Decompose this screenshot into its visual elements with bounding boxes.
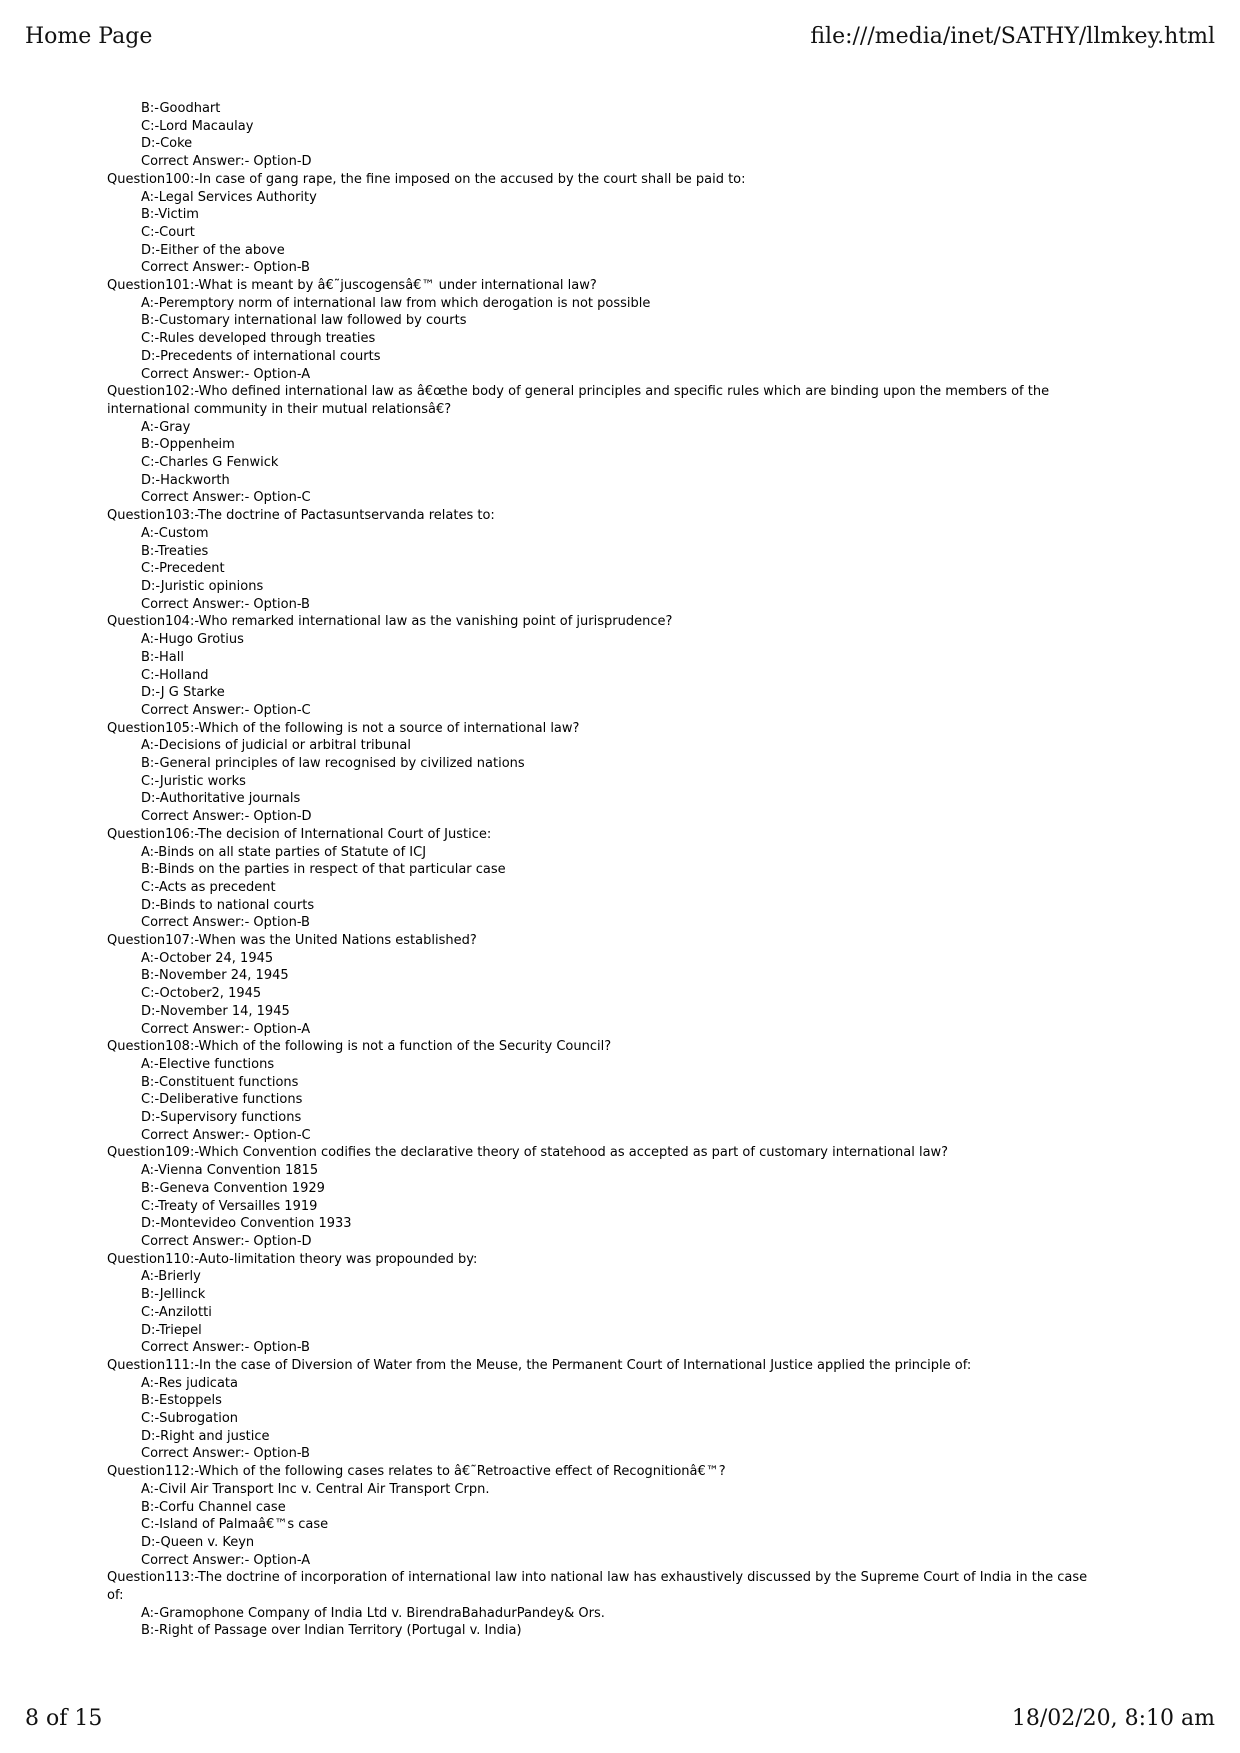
answer-option: B:-Estoppels [141,1393,222,1409]
question-text: Question113:-The doctrine of incorporation of international law into national law has exhaustively discussed by the Supreme Court of India in the case of: [107,1570,1088,1604]
answer-option: D:-Precedents of international courts [141,348,381,364]
answer-option: A:-Hugo Grotius [141,632,244,648]
document-body [107,100,1107,1640]
question-text: Question101:-What is meant by â€˜juscogensâ€™ under international law? [107,278,597,294]
answer-option: B:-Right of Passage over Indian Territory (Portugal v. India) [141,1623,522,1639]
correct-answer: Correct Answer:- Option-D [141,154,312,170]
answer-option: B:-Jellinck [141,1287,206,1303]
correct-answer: Correct Answer:- Option-B [141,1340,310,1356]
answer-option: D:-Triepel [141,1322,202,1338]
answer-option: D:-November 14, 1945 [141,1003,290,1019]
answer-option: D:-Montevideo Convention 1933 [141,1216,352,1232]
answer-option: A:-Res judicata [141,1375,238,1391]
answer-option: B:-November 24, 1945 [141,968,289,984]
answer-option: C:-Court [141,224,195,240]
correct-answer: Correct Answer:- Option-D [141,809,312,825]
answer-option: B:-Treaties [141,543,209,559]
answer-option: B:-Constituent functions [141,1074,299,1090]
answer-option: C:-Deliberative functions [141,1092,303,1108]
answer-option: A:-Gray [141,419,191,435]
correct-answer: Correct Answer:- Option-C [141,490,311,506]
answer-option: D:-Hackworth [141,472,230,488]
correct-answer: Correct Answer:- Option-C [141,1127,311,1143]
answer-option: C:-Treaty of Versailles 1919 [141,1198,318,1214]
answer-option: D:-Coke [141,136,193,152]
question-text: Question111:-In the case of Diversion of Water from the Meuse, the Permanent Court of International Justice applied the principle of: [107,1357,972,1373]
answer-option: A:-Elective functions [141,1056,275,1072]
print-timestamp: 18/02/20, 8:10 am [1011,1706,1215,1731]
question-text: Question103:-The doctrine of Pactasuntservanda relates to: [107,508,495,524]
answer-option: D:-Right and justice [141,1428,270,1444]
answer-option: C:-Rules developed through treaties [141,331,376,347]
answer-option: C:-Island of Palmaâ€™s case [141,1517,329,1533]
answer-option: A:-Peremptory norm of international law from which derogation is not possible [141,295,651,311]
correct-answer: Correct Answer:- Option-B [141,1446,310,1462]
answer-option: A:-Binds on all state parties of Statute of ICJ [141,844,427,860]
answer-option: B:-Hall [141,649,184,665]
correct-answer: Correct Answer:- Option-D [141,1234,312,1249]
answer-option: C:-Subrogation [141,1411,239,1427]
answer-option: C:-Precedent [141,561,225,577]
page-number: 8 of 15 [25,1706,103,1731]
answer-option: C:-Charles G Fenwick [141,455,279,471]
correct-answer: Correct Answer:- Option-A [141,1552,311,1568]
question-text: Question104:-Who remarked international law as the vanishing point of jurisprudence? [107,614,673,630]
question-text: Question102:-Who defined international law as â€œthe body of general principles and specific rules which are binding upon the members of the international community in their mutual relationsâ€? [107,384,1050,417]
correct-answer: Correct Answer:- Option-B [141,915,310,931]
question-text: Question110:-Auto-limitation theory was propounded by: [107,1251,478,1267]
correct-answer: Correct Answer:- Option-B [141,260,310,276]
answer-option: C:-Holland [141,667,209,683]
answer-option: C:-Acts as precedent [141,879,276,895]
answer-option: A:-Gramophone Company of India Ltd v. BirendraBahadurPandey& Ors. [141,1605,605,1621]
answer-option: A:-Brierly [141,1269,201,1285]
page-header-url: file:///media/inet/SATHY/llmkey.html [810,24,1215,49]
answer-option: C:-Juristic works [141,773,246,789]
answer-option: D:-J G Starke [141,685,225,701]
answer-option: D:-Queen v. Keyn [141,1534,255,1550]
answer-option: D:-Either of the above [141,242,285,258]
answer-option: B:-Customary international law followed by courts [141,313,467,329]
correct-answer: Correct Answer:- Option-B [141,596,310,612]
answer-option: B:-Victim [141,207,199,223]
question-text: Question109:-Which Convention codifies the declarative theory of statehood as accepted as part of customary international law? [107,1145,949,1161]
question-text: Question105:-Which of the following is not a source of international law? [107,720,580,736]
question-text: Question107:-When was the United Nations established? [107,933,477,949]
correct-answer: Correct Answer:- Option-A [141,366,311,382]
answer-option: C:-Anzilotti [141,1304,212,1320]
answer-option: A:-Civil Air Transport Inc v. Central Air Transport Crpn. [141,1481,490,1497]
question-text: Question106:-The decision of International Court of Justice: [107,826,492,842]
answer-option: D:-Juristic opinions [141,578,264,594]
answer-option: B:-Corfu Channel case [141,1499,286,1515]
answer-option: A:-Custom [141,525,209,541]
answer-option: C:-Lord Macaulay [141,118,254,134]
answer-option: B:-General principles of law recognised by civilized nations [141,756,525,772]
answer-option: A:-October 24, 1945 [141,950,274,966]
answer-option: D:-Authoritative journals [141,791,301,807]
answer-option: B:-Oppenheim [141,437,235,453]
answer-option: B:-Geneva Convention 1929 [141,1180,325,1196]
answer-option: D:-Binds to national courts [141,897,315,913]
question-text: Question112:-Which of the following cases relates to â€˜Retroactive effect of Recognitionâ€™? [107,1464,726,1480]
correct-answer: Correct Answer:- Option-C [141,702,311,718]
answer-option: A:-Decisions of judicial or arbitral tribunal [141,738,411,754]
question-text: Question100:-In case of gang rape, the fine imposed on the accused by the court shall be paid to: [107,171,746,187]
question-text: Question108:-Which of the following is not a function of the Security Council? [107,1039,612,1055]
answer-option: C:-October2, 1945 [141,986,262,1002]
correct-answer: Correct Answer:- Option-A [141,1021,311,1037]
answer-option: A:-Legal Services Authority [141,189,317,205]
answer-option: B:-Goodhart [141,101,221,116]
answer-option: A:-Vienna Convention 1815 [141,1163,319,1179]
answer-option: B:-Binds on the parties in respect of that particular case [141,862,506,878]
answer-option: D:-Supervisory functions [141,1110,302,1126]
page-header-title: Home Page [25,24,153,49]
